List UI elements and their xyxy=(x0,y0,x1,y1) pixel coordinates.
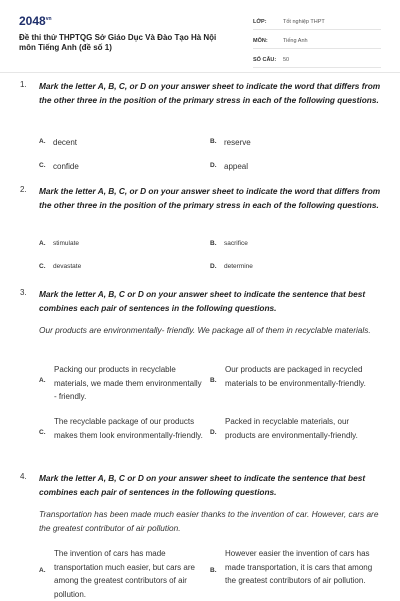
option-letter: B. xyxy=(210,138,217,145)
meta-label: MÔN: xyxy=(253,37,268,44)
option-a[interactable] xyxy=(39,240,79,247)
option-text: However easier the invention of cars has made transportation, it is cars that among the greatest contributors of air pollution. xyxy=(225,549,373,585)
document-title: Đề thi thử THPTQG Sở Giáo Dục Và Đào Tạo Hà Nội môn Tiếng Anh (đề số 1) xyxy=(19,33,217,52)
option-c[interactable] xyxy=(39,162,79,171)
option-letter: C. xyxy=(39,429,46,436)
option-b[interactable] xyxy=(210,138,251,147)
question-passage: Our products are environmentally- friendly. We package all of them in recyclable materials. xyxy=(39,325,371,335)
option-letter: B. xyxy=(210,567,217,574)
option-text: decent xyxy=(53,138,78,147)
option-text: The recyclable package of our products makes them look environmentally-friendly. xyxy=(54,417,203,440)
option-text: devastate xyxy=(53,263,82,270)
site-logo[interactable] xyxy=(19,14,52,28)
option-d[interactable] xyxy=(210,162,248,171)
meta-row-count xyxy=(253,52,381,68)
meta-label: LỚP: xyxy=(253,18,267,25)
option-letter: D. xyxy=(210,429,217,436)
question-number: 4. xyxy=(20,472,27,481)
option-d[interactable] xyxy=(210,415,380,457)
option-text: confide xyxy=(53,162,79,171)
option-letter: B. xyxy=(210,240,217,247)
option-letter: B. xyxy=(210,377,217,384)
meta-value: 50 xyxy=(283,56,290,63)
option-text: sacrifice xyxy=(224,240,248,247)
option-letter: A. xyxy=(39,567,46,574)
option-letter: A. xyxy=(39,377,46,384)
option-text: Packing our products in recyclable materials, we made them environmentally - friendly. xyxy=(54,365,202,401)
option-letter: A. xyxy=(39,138,46,145)
question-text: Mark the letter A, B, C, or D on your answer sheet to indicate the word that differs from the other three in the position of the primary stress in each of the following questions. xyxy=(39,81,381,105)
option-letter: D. xyxy=(210,162,217,169)
option-c[interactable] xyxy=(39,263,81,270)
question-text: Mark the letter A, B, C or D on your answer sheet to indicate the sentence that best combines each pair of sentences in the following questions. xyxy=(39,473,366,497)
option-d[interactable] xyxy=(210,263,253,270)
question-number: 1. xyxy=(20,80,27,89)
meta-row-class xyxy=(253,14,381,30)
meta-value: Tốt nghiệp THPT xyxy=(283,18,325,25)
option-text: appeal xyxy=(224,162,249,171)
option-b[interactable] xyxy=(210,547,380,601)
option-letter: C. xyxy=(39,263,46,270)
option-letter: A. xyxy=(39,240,46,247)
option-letter: C. xyxy=(39,162,46,169)
option-text: The invention of cars has made transportation much easier, but cars are among the greatest contributors of air pollution. xyxy=(54,549,195,599)
option-text: stimulate xyxy=(53,240,80,247)
meta-label: SỐ CÂU: xyxy=(253,56,277,63)
document-meta xyxy=(253,14,381,71)
option-c[interactable] xyxy=(39,415,209,457)
option-a[interactable] xyxy=(39,547,209,601)
meta-row-subject xyxy=(253,33,381,49)
option-a[interactable] xyxy=(39,138,77,147)
option-letter: D. xyxy=(210,263,217,270)
logo-text: 2048 xyxy=(19,14,46,28)
option-text: Our products are packaged in recycled materials to be environmentally-friendly. xyxy=(225,365,366,388)
option-b[interactable] xyxy=(210,363,380,405)
logo-suffix: vn xyxy=(45,16,52,22)
question-number: 2. xyxy=(20,185,27,194)
document-header xyxy=(0,0,400,73)
question-text: Mark the letter A, B, C, or D on your answer sheet to indicate the word that differs from the other three in the position of the primary stress in each of the following questions. xyxy=(39,186,381,210)
question-text: Mark the letter A, B, C or D on your answer sheet to indicate the sentence that best combines each pair of sentences in the following questions. xyxy=(39,289,366,313)
option-b[interactable] xyxy=(210,240,248,247)
option-text: Packed in recyclable materials, our products are environmentally-friendly. xyxy=(225,417,358,440)
meta-value: Tiếng Anh xyxy=(283,37,308,44)
option-text: reserve xyxy=(224,138,251,147)
question-number: 3. xyxy=(20,288,27,297)
option-text: determine xyxy=(224,263,253,270)
question-passage: Transportation has been made much easier thanks to the invention of car. However, cars are the greatest contributor of air pollution. xyxy=(39,509,379,533)
option-a[interactable] xyxy=(39,363,209,405)
